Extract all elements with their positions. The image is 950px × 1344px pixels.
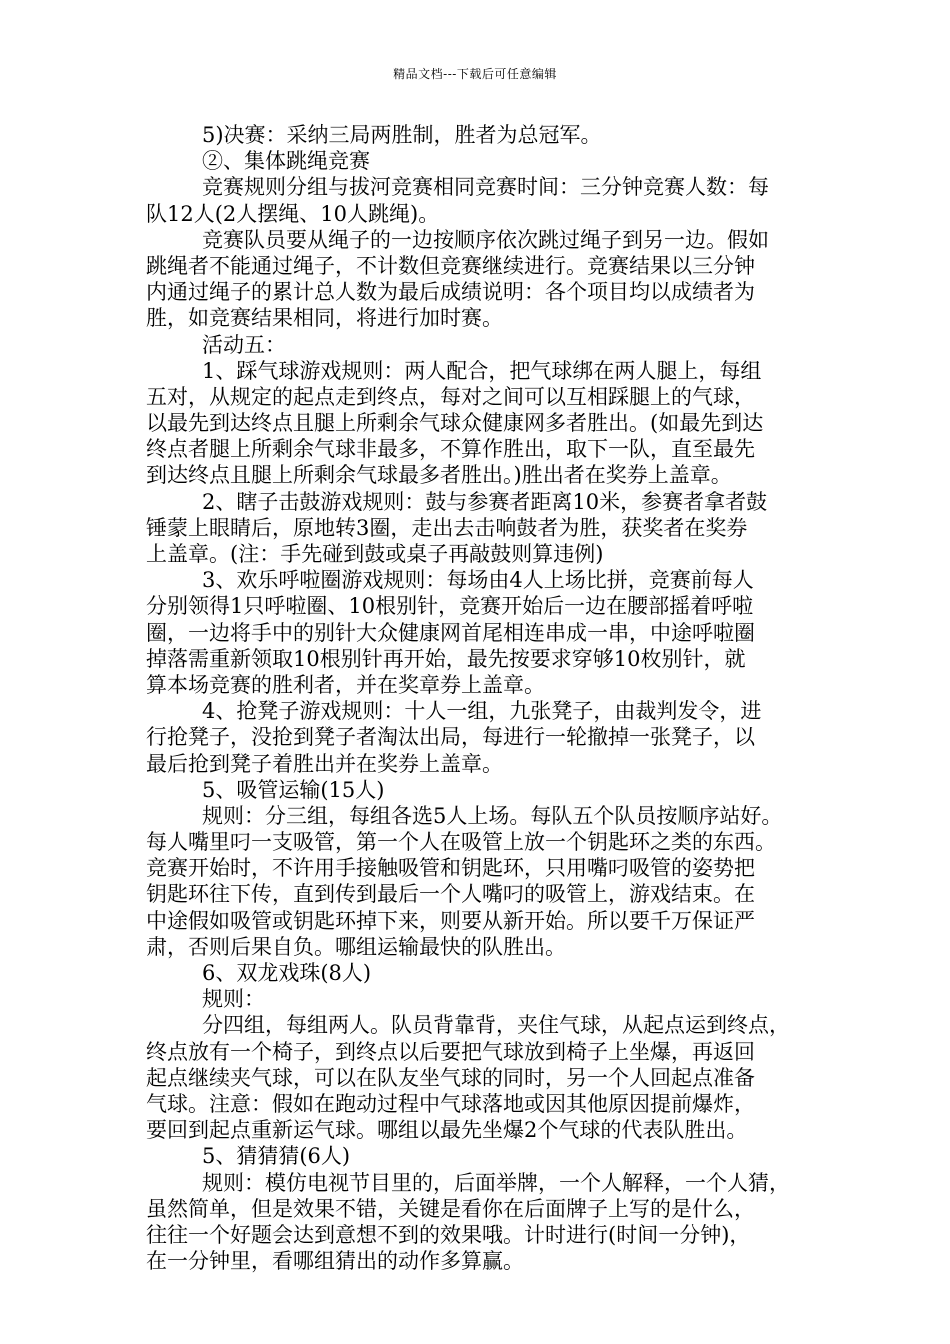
text-line: 胜，如竞赛结果相同，将进行加时赛。 — [146, 306, 503, 331]
text-line: 6、双龙戏珠(8人) — [202, 961, 372, 985]
text-line: 分四组，每组两人。队员背靠背，夹住气球，从起点运到终点， — [202, 1013, 790, 1038]
text-line: 竞赛开始时，不许用手接触吸管和钥匙环，只用嘴叼吸管的姿势把 — [146, 856, 755, 881]
text-line: 终点放有一个椅子，到终点以后要把气球放到椅子上坐爆，再返回 — [146, 1039, 755, 1064]
text-line: 竞赛队员要从绳子的一边按顺序依次跳过绳子到另一边。假如 — [202, 227, 769, 252]
text-line: 气球。注意：假如在跑动过程中气球落地或因其他原因提前爆炸， — [146, 1091, 755, 1116]
text-line: 1、踩气球游戏规则：两人配合，把气球绑在两人腿上，每组 — [202, 358, 762, 383]
text-line: 圈，一边将手中的别针大众健康网首尾相连串成一串，中途呼啦圈 — [146, 620, 755, 645]
text-line: 起点继续夹气球，可以在队友坐气球的同时，另一个人回起点准备 — [146, 1065, 755, 1090]
text-line: 五对，从规定的起点走到终点，每对之间可以互相踩腿上的气球， — [146, 384, 755, 409]
text-line: 算本场竞赛的胜利者，并在奖章券上盖章。 — [146, 672, 545, 697]
text-line: 队12人(2人摆绳、10人跳绳)。 — [146, 201, 440, 226]
text-line: 钥匙环往下传，直到传到最后一个人嘴叼的吸管上，游戏结束。在 — [146, 882, 755, 907]
page-header: 精品文档---下载后可任意编辑 — [393, 67, 557, 81]
text-line: 2、瞎子击鼓游戏规则：鼓与参赛者距离10米，参赛者拿者鼓 — [202, 489, 768, 514]
text-line: 行抢凳子，没抢到凳子者淘汰出局，每进行一轮撤掉一张凳子，以 — [146, 725, 755, 750]
text-line: 每人嘴里叼一支吸管，第一个人在吸管上放一个钥匙环之类的东西。 — [146, 830, 776, 855]
text-line: 在一分钟里，看哪组猜出的动作多算赢。 — [146, 1249, 524, 1274]
text-line: 中途假如吸管或钥匙环掉下来，则要从新开始。所以要千万保证严 — [146, 908, 755, 933]
text-line: 竞赛规则分组与拔河竞赛相同竞赛时间：三分钟竞赛人数：每 — [202, 175, 769, 200]
text-line: 规则：分三组，每组各选5人上场。每队五个队员按顺序站好。 — [202, 803, 783, 828]
text-line: 活动五： — [202, 332, 286, 357]
text-line: 肃，否则后果自负。哪组运输最快的队胜出。 — [146, 934, 566, 959]
text-line: 跳绳者不能通过绳子，不计数但竞赛继续进行。竞赛结果以三分钟 — [146, 253, 755, 278]
text-line: 以最先到达终点且腿上所剩余气球众健康网多者胜出。(如最先到达 — [146, 411, 764, 436]
text-line: 内通过绳子的累计总人数为最后成绩说明：各个项目均以成绩者为 — [146, 280, 755, 305]
text-line: 上盖章。(注：手先碰到鼓或桌子再敲鼓则算违例) — [146, 542, 604, 566]
text-line: 5)决赛：采纳三局两胜制，胜者为总冠军。 — [202, 123, 602, 147]
text-line: 要回到起点重新运气球。哪组以最先坐爆2个气球的代表队胜出。 — [146, 1118, 748, 1143]
text-line: 5、吸管运输(15人) — [202, 777, 385, 802]
document-body — [146, 122, 834, 1274]
text-line: 最后抢到凳子着胜出并在奖券上盖章。 — [146, 751, 503, 776]
text-line: 终点者腿上所剩余气球非最多，不算作胜出，取下一队，直至最先 — [146, 437, 755, 462]
text-line: 规则： — [202, 987, 265, 1012]
text-line: 虽然简单，但是效果不错，关键是看你在后面牌子上写的是什么， — [146, 1196, 755, 1221]
text-line: 到达终点且腿上所剩余气球最多者胜出。)胜出者在奖券上盖章。 — [146, 463, 732, 488]
text-line: 掉落需重新领取10根别针再开始，最先按要求穿够10枚别针，就 — [146, 646, 746, 671]
text-line: 锤蒙上眼睛后，原地转3圈，走出去击响鼓者为胜，获奖者在奖券 — [146, 515, 748, 540]
text-line: 往往一个好题会达到意想不到的效果哦。计时进行(时间一分钟)， — [146, 1222, 751, 1247]
text-line: 5、猜猜猜(6人) — [202, 1144, 351, 1169]
text-line: 3、欢乐呼啦圈游戏规则：每场由4人上场比拼，竞赛前每人 — [202, 568, 754, 593]
text-line: 规则：模仿电视节目里的，后面举牌，一个人解释，一个人猜， — [202, 1170, 790, 1195]
text-line: 分别领得1只呼啦圈、10根别针，竞赛开始后一边在腰部摇着呼啦 — [146, 594, 754, 619]
text-line: 4、抢凳子游戏规则：十人一组，九张凳子，由裁判发令，进 — [202, 699, 762, 724]
text-line: ②、集体跳绳竞赛 — [202, 149, 370, 174]
